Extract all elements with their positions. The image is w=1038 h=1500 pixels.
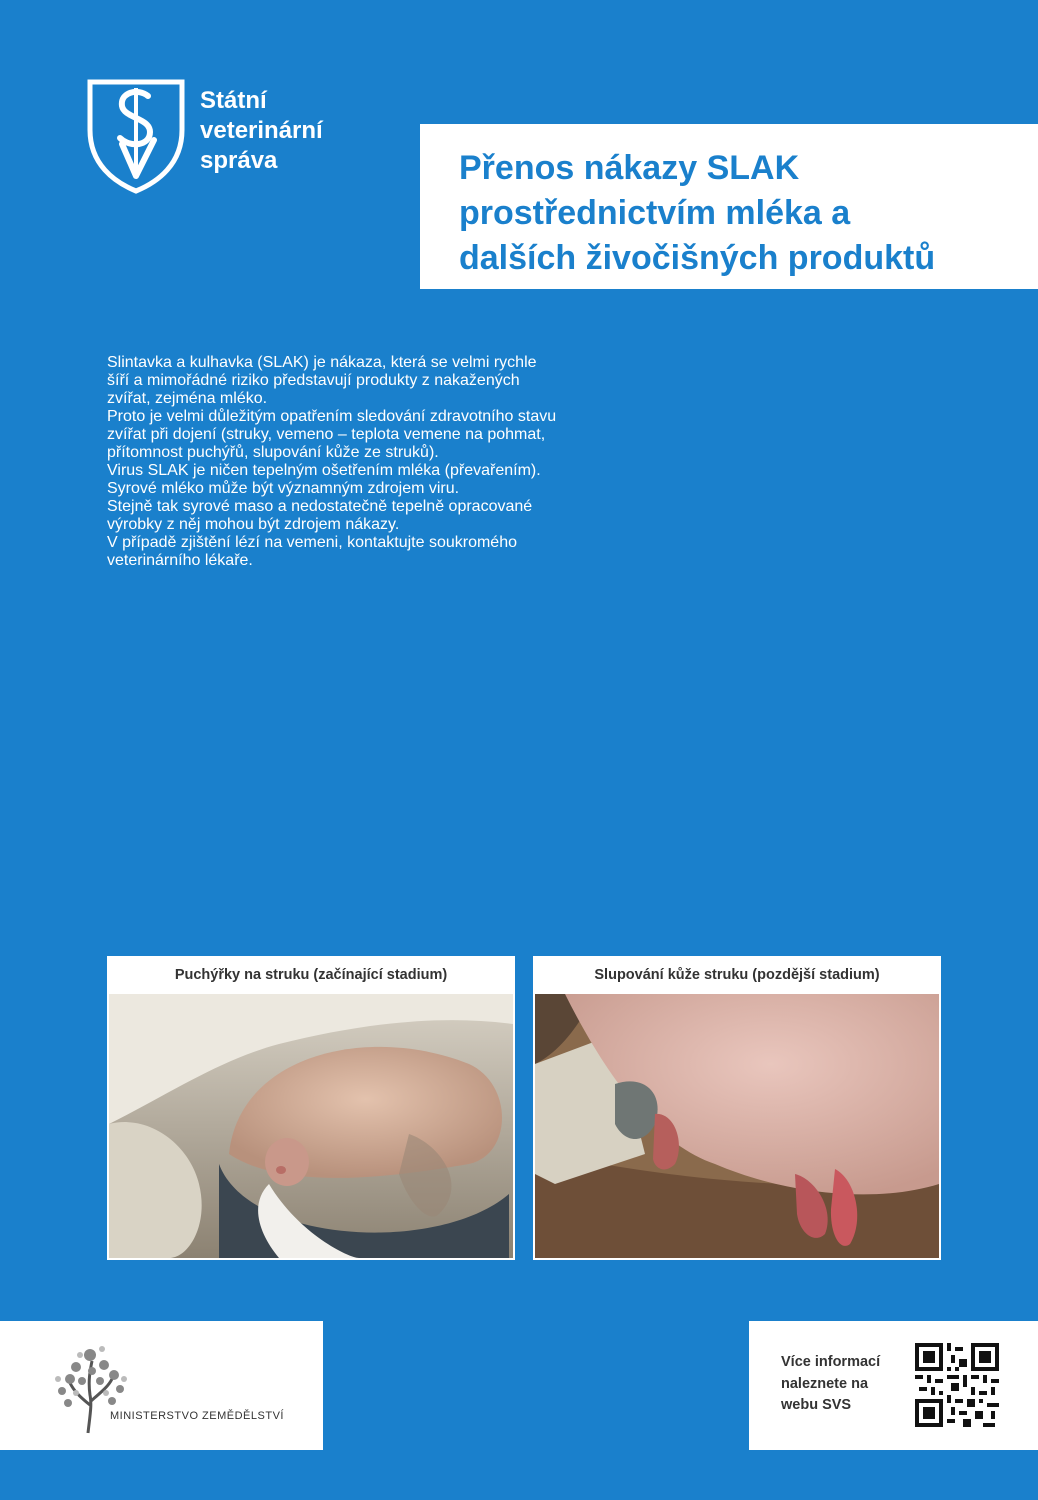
- text-line: Proto je velmi důležitým opatřením sledování zdravotního stavu: [107, 408, 557, 425]
- text-line: Syrové mléko může být významným zdrojem viru.: [107, 480, 460, 497]
- text-line: Virus SLAK je ničen tepelným ošetřením mléka (převařením).: [107, 462, 541, 479]
- svs-shield-logo-icon: [86, 78, 186, 194]
- title-line: dalších živočišných produktů: [459, 239, 936, 277]
- text-line: Slintavka a kulhavka (SLAK) je nákaza, která se velmi rychle: [107, 354, 537, 371]
- brand-name-line: správa: [200, 147, 278, 174]
- ministry-logo-box: [0, 1321, 323, 1450]
- photo-card-peeling: [533, 956, 941, 1260]
- udder-peeling-photo: [535, 994, 939, 1258]
- photo-card-blisters: [107, 956, 515, 1260]
- info-line: webu SVS: [781, 1397, 852, 1413]
- text-line: výrobky z něj mohou být zdrojem nákazy.: [107, 516, 400, 533]
- photo-caption: Slupování kůže struku (pozdější stadium): [594, 967, 880, 983]
- title-line: Přenos nákazy SLAK: [459, 149, 800, 187]
- text-line: zvířat při dojení (struky, vemeno – teplota vemene na pohmat,: [107, 426, 546, 443]
- ministry-name: MINISTERSTVO ZEMĚDĚLSTVÍ: [110, 1410, 284, 1422]
- info-line: Více informací: [781, 1354, 881, 1370]
- brand-name-line: veterinární: [200, 117, 323, 144]
- more-info-text: [781, 1352, 880, 1417]
- page-title: [459, 146, 935, 281]
- info-line: naleznete na: [781, 1375, 869, 1392]
- photo-caption: Puchýřky na struku (začínající stadium): [174, 967, 448, 983]
- title-line: prostřednictvím mléka a: [459, 194, 851, 232]
- text-line: veterinárního lékaře.: [107, 552, 253, 569]
- body-text: [107, 354, 947, 570]
- brand-name-line: Státní: [200, 87, 267, 114]
- text-line: šíří a mimořádné riziko představují produkty z nakažených: [107, 372, 520, 389]
- brand-name: [200, 86, 323, 176]
- info-box: [749, 1321, 1038, 1450]
- text-line: Stejně tak syrové maso a nedostatečně tepelně opracované: [107, 498, 533, 515]
- udder-blisters-photo: [109, 994, 513, 1258]
- text-line: V případě zjištění lézí na vemeni, kontaktujte soukromého: [107, 534, 517, 551]
- text-line: zvířat, zejména mléko.: [107, 390, 268, 407]
- title-box: [420, 124, 1038, 289]
- qr-code-icon[interactable]: [915, 1343, 999, 1427]
- text-line: přítomnost puchýřů, slupování kůže ze struků).: [107, 444, 439, 461]
